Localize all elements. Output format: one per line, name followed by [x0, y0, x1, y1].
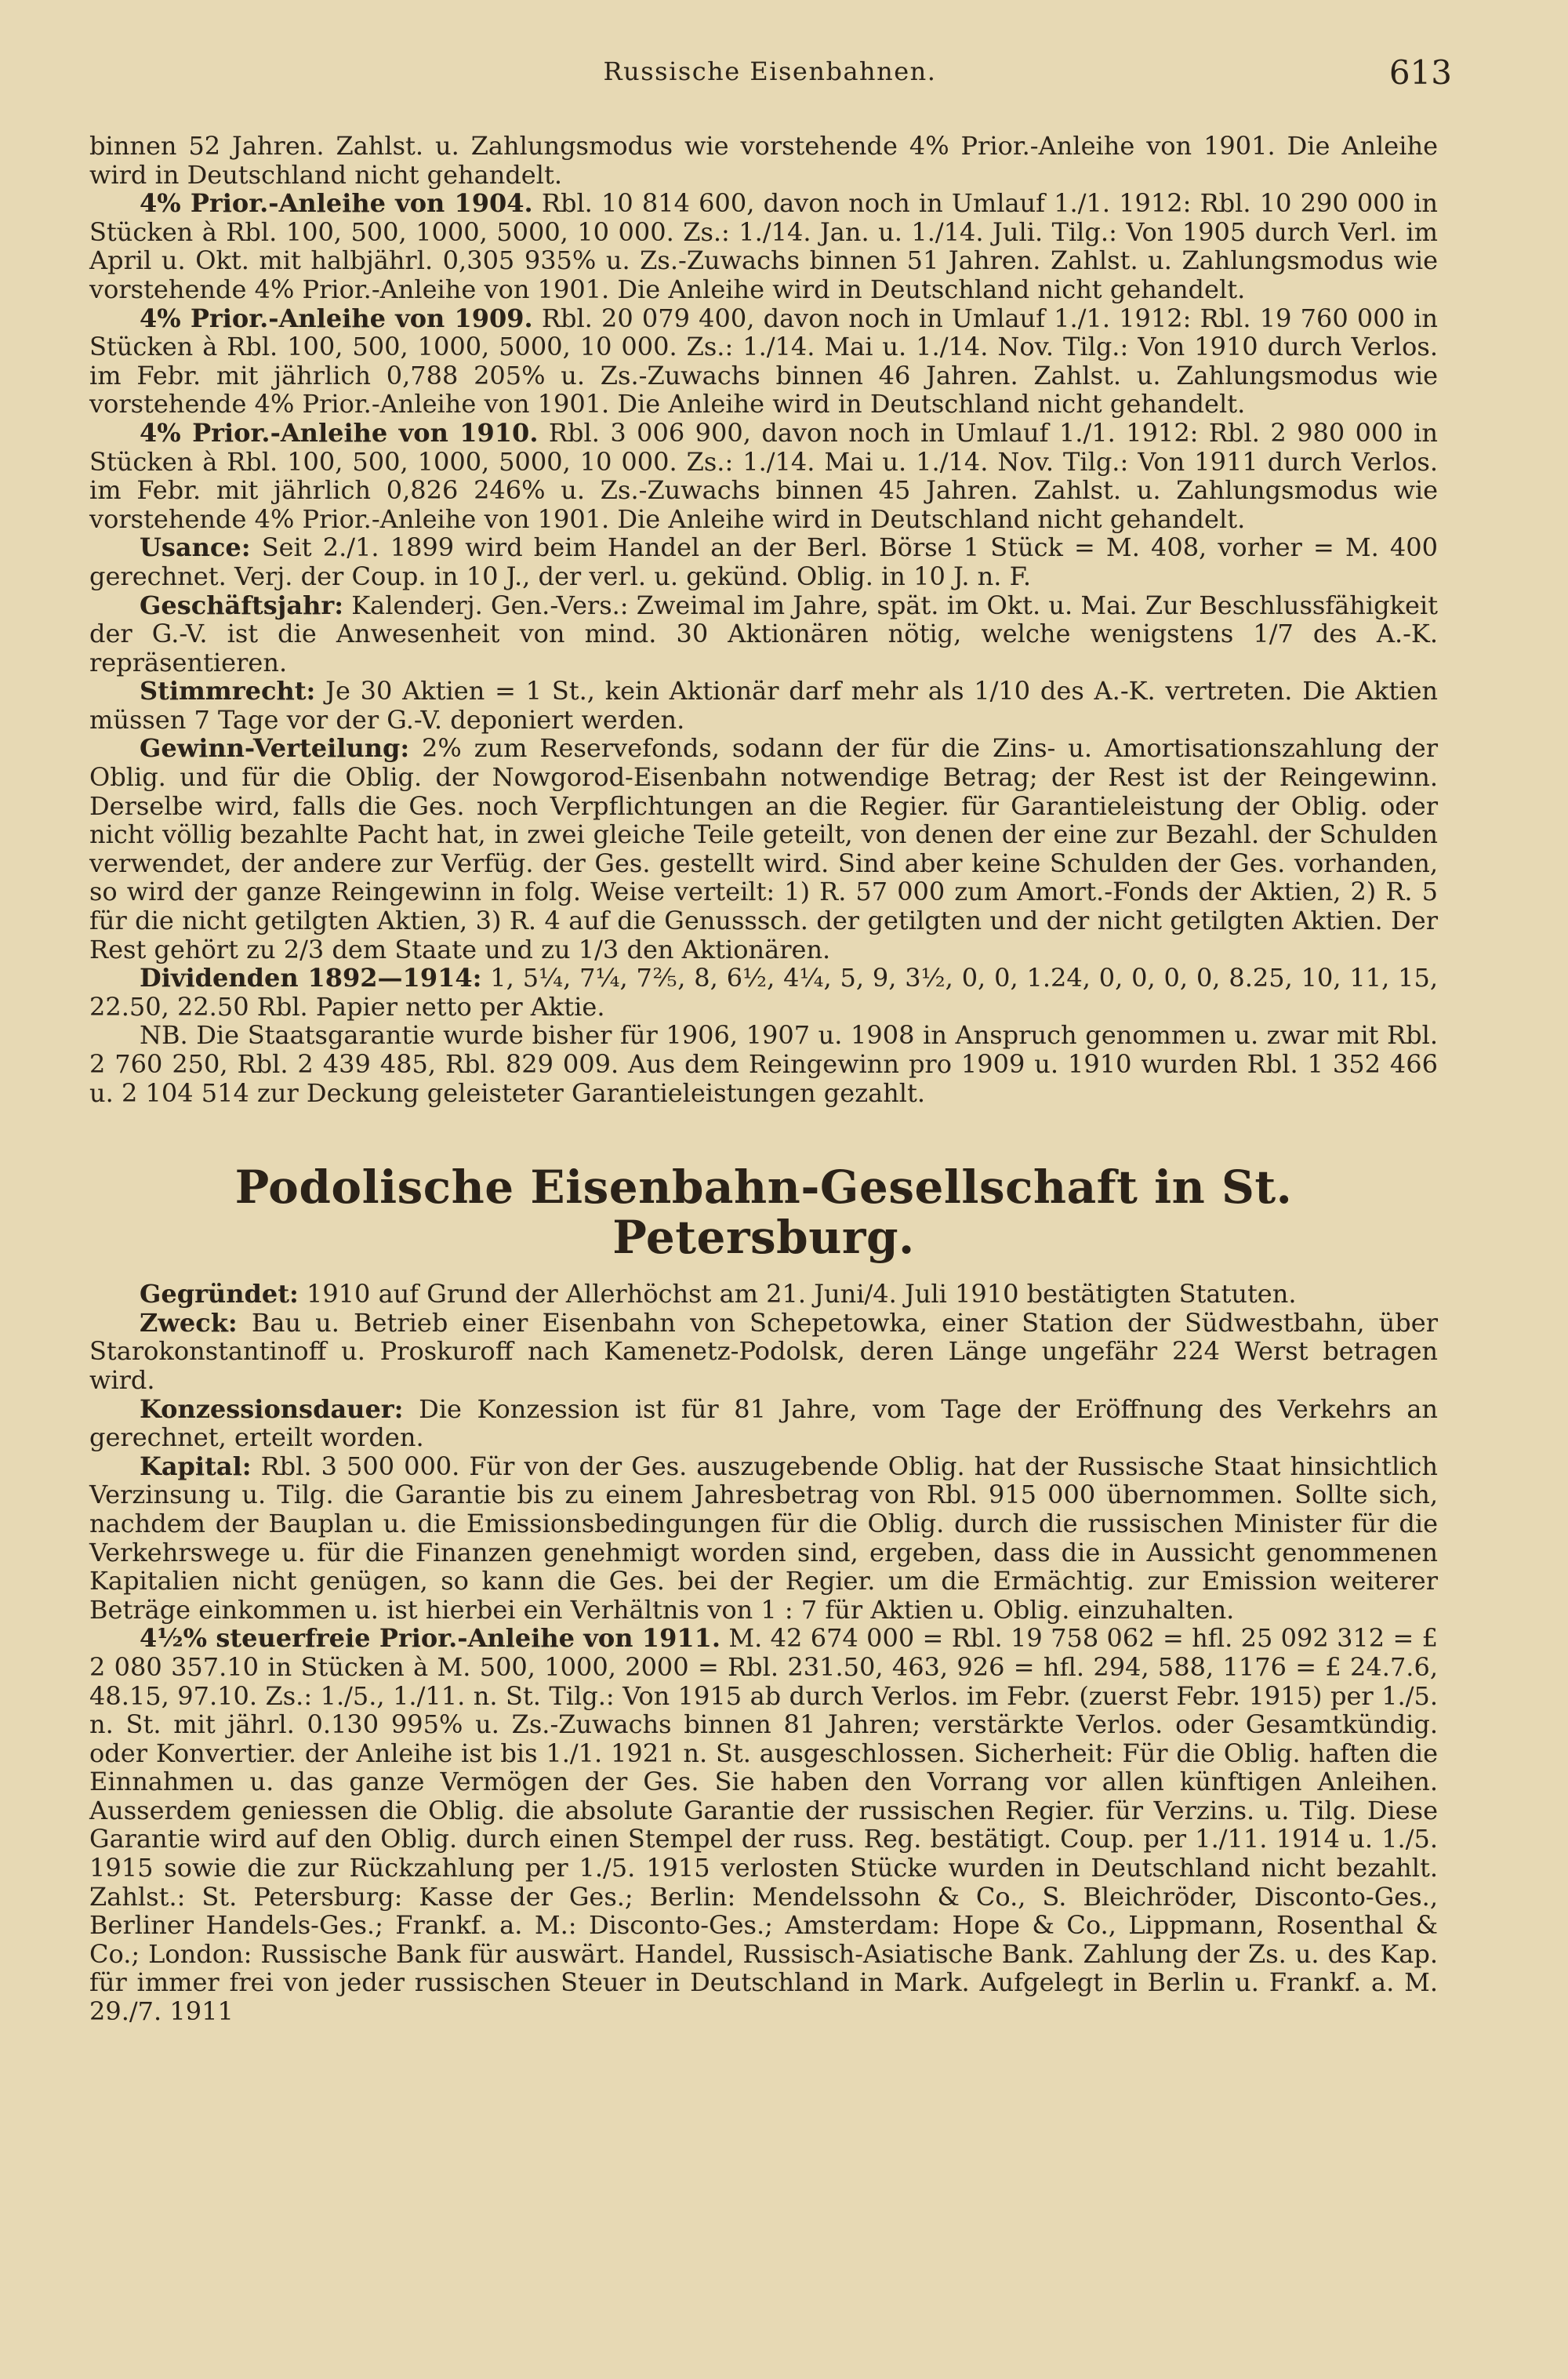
- label-gegruendet: Gegründet:: [140, 1279, 299, 1309]
- label-prior-anleihe-1911: 4½% steuerfreie Prior.-Anleihe von 1911.: [140, 1623, 721, 1654]
- paragraph-geschaeftsjahr: [89, 591, 1438, 677]
- paragraph-prior-anleihe-1904: [89, 189, 1438, 303]
- text-prior-anleihe-1909: Rbl. 20 079 400, davon noch in Umlauf 1./1. 1912: Rbl. 19 760 000 in Stücken à Rbl. 100, 500, 1000, 5000, 10 000. Zs.: 1./14. Mai u. 1./14. Nov. Tilg.: Von 1910 durch Verlos. im Febr. mit jährlich 0,788 205% u. Zs.-Zuwachs binnen 46 Jahren. Zahlst. u. Zahlungsmodus wie vorstehende 4% Prior.-Anleihe von 1901. Die Anleihe wird in Deutschland nicht gehandelt.: [89, 303, 1439, 420]
- page-body: [89, 132, 1438, 2026]
- label-prior-anleihe-1904: 4% Prior.-Anleihe von 1904.: [140, 188, 533, 219]
- paragraph-nb: NB. Die Staatsgarantie wurde bisher für 1906, 1907 u. 1908 in Anspruch genommen u. zwar mit Rbl. 2 760 250, Rbl. 2 439 485, Rbl. 829 009. Aus dem Reingewinn pro 1909 u. 1910 wurden Rbl. 1 352 466 u. 2 104 514 zur Deckung geleisteter Garantieleistungen gezahlt.: [89, 1020, 1438, 1108]
- text-stimmrecht: Je 30 Aktien = 1 St., kein Aktionär darf mehr als 1/10 des A.-K. vertreten. Die Aktien müssen 7 Tage vor der G.-V. deponiert werden.: [89, 676, 1438, 735]
- paragraph-kapital: [89, 1452, 1438, 1625]
- text-zweck: Bau u. Betrieb einer Eisenbahn von Schepetowka, einer Station der Südwestbahn, über Starokonstantinoff u. Proskuroff nach Kamenetz-Podolsk, deren Länge ungefähr 224 Werst betragen wird.: [89, 1307, 1438, 1395]
- text-kapital: Rbl. 3 500 000. Für von der Ges. auszugebende Oblig. hat der Russische Staat hinsichtlich Verzinsung u. Tilg. die Garantie bis zu einem Jahresbetrag von Rbl. 915 000 übernommen. Sollte sich, nachdem der Bauplan u. die Emissionsbedingungen für die Oblig. durch die russischen Minister für die Verkehrswege u. für die Finanzen genehmigt worden sind, ergeben, dass die in Aussicht genommenen Kapitalien nicht genügen, so kann die Ges. bei der Regier. um die Ermächtig. zur Emission weiterer Beträge einkommen u. ist hierbei ein Verhältnis von 1 : 7 für Aktien u. Oblig. einzuhalten.: [89, 1451, 1438, 1625]
- page-header: [88, 53, 1452, 100]
- text-prior-anleihe-1911: M. 42 674 000 = Rbl. 19 758 062 = hfl. 25 092 312 = £ 2 080 357.10 in Stücken à M. 500, 1000, 2000 = Rbl. 231.50, 463, 926 = hfl. 294, 588, 1176 = £ 24.7.6, 48.15, 97.10. Zs.: 1./5., 1./11. n. St. Tilg.: Von 1915 ab durch Verlos. im Febr. (zuerst Febr. 1915) per 1./5. n. St. mit jährl. 0.130 995% u. Zs.-Zuwachs binnen 81 Jahren; verstärkte Verlos. oder Gesamtkündig. oder Konvertier. der Anleihe ist bis 1./1. 1921 n. St. ausgeschlossen. Sicherheit: Für die Oblig. haften die Einnahmen u. das ganze Vermögen der Ges. Sie haben den Vorrang vor allen künftigen Anleihen. Ausserdem geniessen die Oblig. die absolute Garantie der russischen Regier. für Verzins. u. Tilg. Diese Garantie wird auf den Oblig. durch einen Stempel der russ. Reg. bestätigt. Coup. per 1./11. 1914 u. 1./5. 1915 sowie die zur Rückzahlung per 1./5. 1915 verlosten Stücke wurden in Deutschland nicht bezahlt. Zahlst.: St. Petersburg: Kasse der Ges.; Berlin: Mendelssohn & Co., S. Bleichröder, Disconto-Ges., Berliner Handels-Ges.; Frankf. a. M.: Disconto-Ges.; Amsterdam: Hope & Co., Lippmann, Rosenthal & Co.; London: Russische Bank für auswärt. Handel, Russisch-Asiatische Bank. Zahlung der Zs. u. des Kap. für immer frei von jeder russischen Steuer in Deutschland in Mark. Aufgelegt in Berlin u. Frankf. a. M. 29./7. 1911: [89, 1623, 1439, 2027]
- label-prior-anleihe-1909: 4% Prior.-Anleihe von 1909.: [140, 303, 533, 333]
- label-geschaeftsjahr: Geschäftsjahr:: [140, 590, 343, 620]
- paragraph-continuation: binnen 52 Jahren. Zahlst. u. Zahlungsmodus wie vorstehende 4% Prior.-Anleihe von 1901. Die Anleihe wird in Deutschland nicht gehandelt.: [89, 131, 1438, 190]
- paragraph-usance: [89, 533, 1438, 590]
- paragraph-zweck: [89, 1309, 1438, 1395]
- text-prior-anleihe-1910: Rbl. 3 006 900, davon noch in Umlauf 1./1. 1912: Rbl. 2 980 000 in Stücken à Rbl. 100, 500, 1000, 5000, 10 000. Zs.: 1./14. Mai u. 1./14. Nov. Tilg.: Von 1911 durch Verlos. im Febr. mit jährlich 0,826 246% u. Zs.-Zuwachs binnen 45 Jahren. Zahlst. u. Zahlungsmodus wie vorstehende 4% Prior.-Anleihe von 1901. Die Anleihe wird in Deutschland nicht gehandelt.: [89, 417, 1439, 534]
- text-gewinn-verteilung: 2% zum Reservefonds, sodann der für die Zins- u. Amortisationszahlung der Oblig. und für die Oblig. der Nowgorod-Eisenbahn notwendige Betrag; der Rest ist der Reingewinn. Derselbe wird, falls die Ges. noch Verpflichtungen an die Regier. für Garantieleistung der Oblig. oder nicht völlig bezahlte Pacht hat, in zwei gleiche Teile geteilt, von denen der eine zur Bezahl. der Schulden verwendet, der andere zur Verfüg. der Ges. gestellt wird. Sind aber keine Schulden der Ges. vorhanden, so wird der ganze Reingewinn in folg. Weise verteilt: 1) R. 57 000 zum Amort.-Fonds der Aktien, 2) R. 5 für die nicht getilgten Aktien, 3) R. 4 auf die Genusssch. der getilgten und der nicht getilgten Aktien. Der Rest gehört zu 2/3 dem Staate und zu 1/3 den Aktionären.: [89, 733, 1438, 964]
- label-zweck: Zweck:: [140, 1307, 238, 1338]
- paragraph-gegruendet: [89, 1280, 1438, 1309]
- label-prior-anleihe-1910: 4% Prior.-Anleihe von 1910.: [140, 417, 539, 448]
- company-heading: Podolische Eisenbahn-Gesellschaft in St. Petersburg.: [234, 1160, 1293, 1265]
- paragraph-konzessionsdauer: [89, 1395, 1438, 1452]
- label-kapital: Kapital:: [140, 1451, 252, 1481]
- text-gegruendet: 1910 auf Grund der Allerhöchst am 21. Juni/4. Juli 1910 bestätigten Statuten.: [298, 1279, 1297, 1309]
- paragraph-dividenden: [89, 964, 1438, 1021]
- text-usance: Seit 2./1. 1899 wird beim Handel an der Berl. Börse 1 Stück = M. 408, vorher = M. 400 gerechnet. Verj. der Coup. in 10 J., der verl. u. gekünd. Oblig. in 10 J. n. F.: [89, 532, 1438, 591]
- text-prior-anleihe-1904: Rbl. 10 814 600, davon noch in Umlauf 1./1. 1912: Rbl. 10 290 000 in Stücken à Rbl. 100, 500, 1000, 5000, 10 000. Zs.: 1./14. Jan. u. 1./14. Juli. Tilg.: Von 1905 durch Verl. im April u. Okt. mit halbjährl. 0,305 935% u. Zs.-Zuwachs binnen 51 Jahren. Zahlst. u. Zahlungsmodus wie vorstehende 4% Prior.-Anleihe von 1901. Die Anleihe wird in Deutschland nicht gehandelt.: [89, 188, 1439, 304]
- paragraph-gewinn-verteilung: [89, 734, 1438, 964]
- paragraph-stimmrecht: [89, 677, 1438, 734]
- text-dividenden: 1, 5¼, 7¼, 7⅖, 8, 6½, 4¼, 5, 9, 3½, 0, 0, 1.24, 0, 0, 0, 0, 8.25, 10, 11, 15, 22.50, 22.50 Rbl. Papier netto per Aktie.: [89, 963, 1439, 1022]
- label-usance: Usance:: [140, 532, 251, 563]
- running-title: Russische Eisenbahnen.: [603, 56, 937, 86]
- text-geschaeftsjahr: Kalenderj. Gen.-Vers.: Zweimal im Jahre, spät. im Okt. u. Mai. Zur Beschlussfähigkeit der G.-V. ist die Anwesenheit von mind. 30 Aktionären nötig, welche wenigstens 1/7 des A.-K. repräsentieren.: [89, 590, 1438, 677]
- paragraph-prior-anleihe-1911: [89, 1624, 1438, 2025]
- label-stimmrecht: Stimmrecht:: [140, 676, 316, 706]
- paragraph-prior-anleihe-1909: [89, 304, 1438, 419]
- text-konzessionsdauer: Die Konzession ist für 81 Jahre, vom Tage der Eröffnung des Verkehrs an gerechnet, erteilt worden.: [89, 1393, 1438, 1453]
- label-konzessionsdauer: Konzessionsdauer:: [140, 1393, 404, 1424]
- page-number: 613: [1388, 53, 1452, 92]
- label-gewinn-verteilung: Gewinn-Verteilung:: [140, 733, 410, 764]
- label-dividenden: Dividenden 1892—1914:: [140, 963, 482, 993]
- paragraph-prior-anleihe-1910: [89, 419, 1438, 533]
